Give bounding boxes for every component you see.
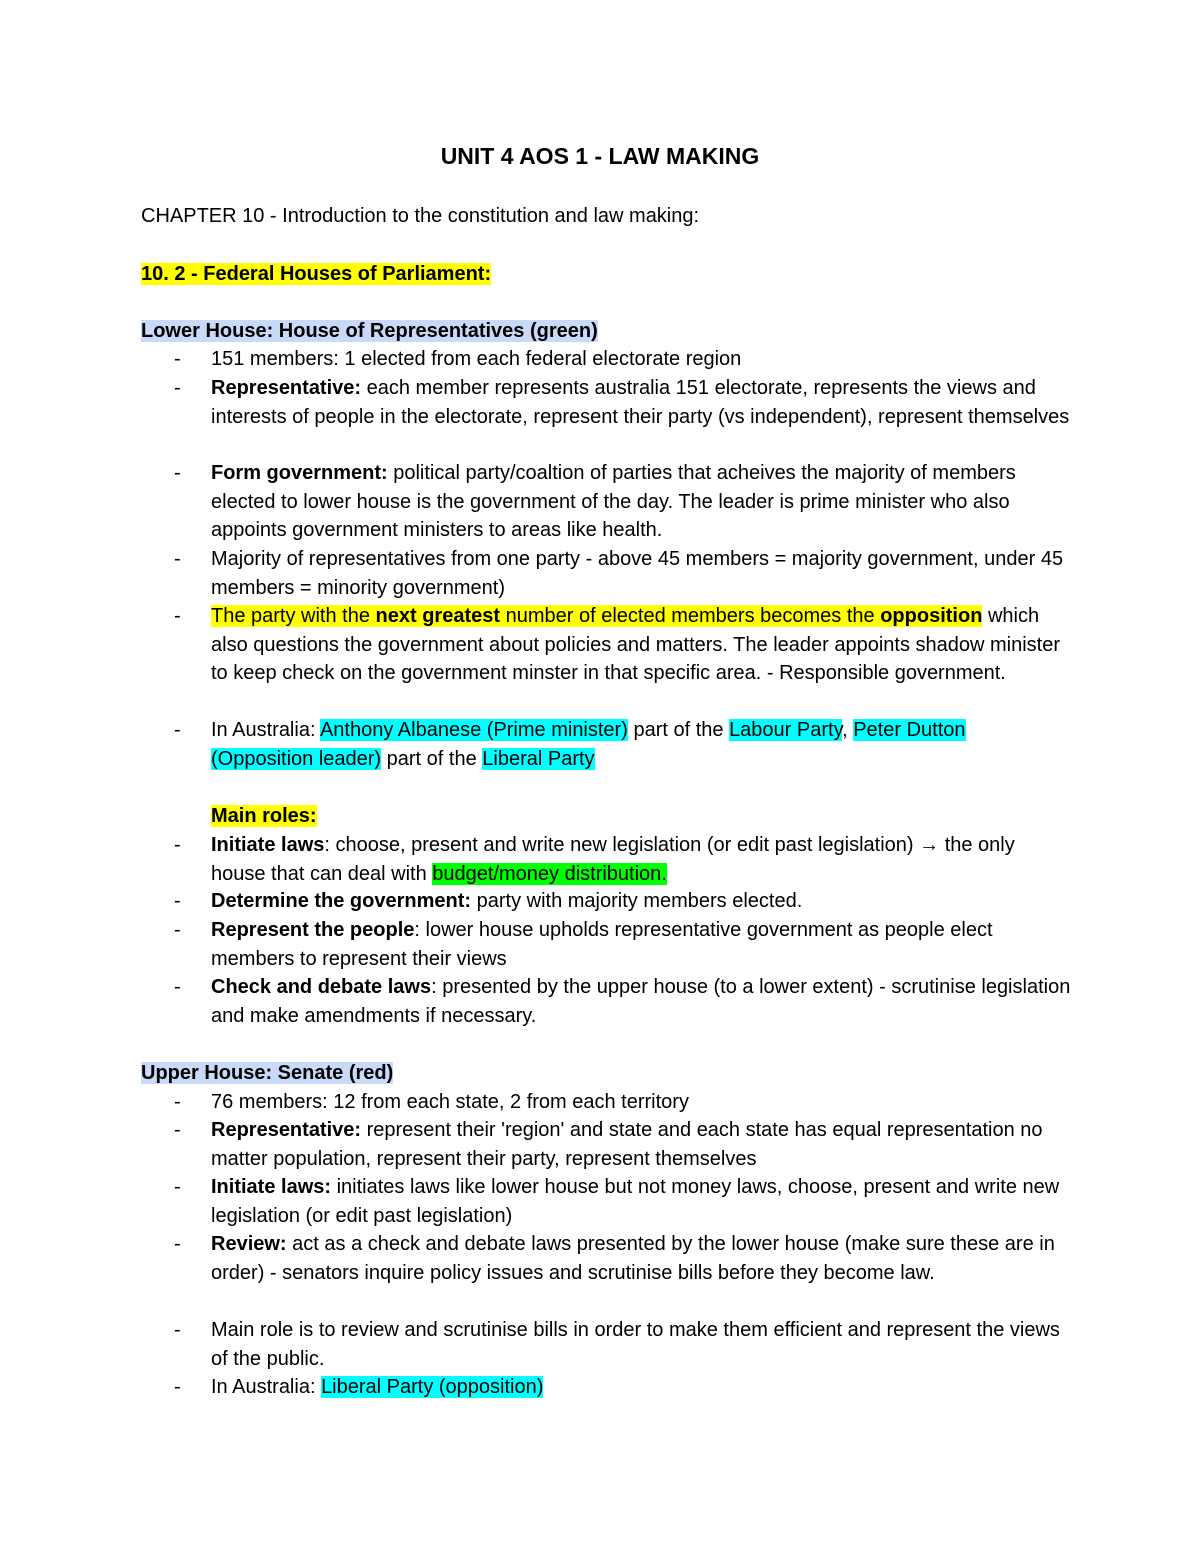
bullet-dash: - <box>174 548 181 570</box>
upper-australia-item <box>211 1373 1071 1402</box>
bullet-dash: - <box>174 462 181 484</box>
bullet-dash: - <box>174 348 181 370</box>
item-label: Review: <box>211 1233 287 1255</box>
item-text: each member represents australia 151 electorate, represents the views and interests of people in the electorate, represent their party (vs independent), represent themselves <box>211 377 1070 428</box>
role-check-debate-item <box>211 973 1071 1030</box>
item-text: In Australia: <box>211 1376 322 1398</box>
bullet-dash: - <box>174 976 181 998</box>
lower-members-item: 151 members: 1 elected from each federal electorate region <box>211 348 742 370</box>
role-represent-people-item <box>211 916 1071 973</box>
bullet-dash: - <box>174 719 181 741</box>
bullet-dash: - <box>174 834 181 856</box>
item-text: part of the <box>627 719 730 741</box>
bullet-dash: - <box>174 377 181 399</box>
highlight-text: number of elected members becomes the <box>500 605 881 627</box>
item-text: part of the <box>381 747 483 770</box>
item-text: , <box>842 719 854 741</box>
main-roles-heading <box>211 802 1071 831</box>
lower-house-heading-text: Lower House: House of Representatives (green) <box>141 320 598 342</box>
bullet-dash: - <box>174 1376 181 1398</box>
highlight-bold: opposition <box>880 605 983 627</box>
bullet-dash: - <box>174 919 181 941</box>
bullet-dash: - <box>174 1091 181 1113</box>
section-heading-text: 10. 2 - Federal Houses of Parliament: <box>141 263 492 285</box>
lower-australia-item <box>211 716 1071 773</box>
highlight-liberal-party: Liberal Party <box>482 747 595 770</box>
upper-initiate-laws-item <box>211 1173 1071 1230</box>
lower-majority-item: Majority of representatives from one party - above 45 members = majority government, under 45 members = minority government) <box>211 548 1064 599</box>
upper-house-heading-text: Upper House: Senate (red) <box>141 1062 394 1084</box>
highlight-liberal-opposition: Liberal Party (opposition) <box>321 1376 544 1398</box>
item-label: Representative: <box>211 377 362 399</box>
lower-opposition-item <box>211 602 1071 688</box>
item-text: In Australia: <box>211 719 320 741</box>
item-label: Determine the government: <box>211 890 472 912</box>
item-text: : choose, present and write new legislation (or edit past legislation) → the only house that can deal with <box>211 834 1015 885</box>
highlight-budget: budget/money distribution. <box>432 862 667 885</box>
chapter-heading: CHAPTER 10 - Introduction to the constitution and law making: <box>141 205 700 227</box>
upper-house-heading <box>141 1059 393 1087</box>
item-label: Check and debate laws <box>211 976 432 998</box>
item-text: initiates laws like lower house but not money laws, choose, present and write new legislation (or edit past legislation) <box>211 1176 1060 1227</box>
item-label: Form government: <box>211 462 388 484</box>
item-label: Initiate laws <box>211 834 325 856</box>
highlight-opposition-leader: Peter Dutton (Opposition leader) <box>211 719 966 770</box>
item-text: party with majority members elected. <box>471 890 803 912</box>
item-text: : presented by the upper house (to a lower extent) - scrutinise legislation and make amendments if necessary. <box>211 976 1071 1027</box>
section-heading <box>141 260 491 288</box>
lower-house-heading <box>141 317 598 345</box>
bullet-dash: - <box>174 890 181 912</box>
bullet-dash: - <box>174 1119 181 1141</box>
item-text: political party/coaltion of parties that acheives the majority of members elected to lower house is the government of the day. The leader is prime minister who also appoints government ministers to areas like health. <box>211 462 1016 541</box>
item-text: act as a check and debate laws presented by the lower house (make sure these are in order) - senators inquire policy issues and scrutinise bills before they become law. <box>211 1233 1055 1284</box>
highlight-bold: next greatest <box>375 605 501 627</box>
highlight-text: The party with the <box>211 605 376 627</box>
lower-representative-item <box>211 374 1071 431</box>
bullet-dash: - <box>174 1233 181 1255</box>
bullet-dash: - <box>174 1319 181 1341</box>
upper-main-role-item: Main role is to review and scrutinise bills in order to make them efficient and represent the views of the public. <box>211 1319 1060 1370</box>
item-label: Initiate laws: <box>211 1176 332 1198</box>
role-determine-government-item <box>211 887 1071 916</box>
upper-representative-item <box>211 1116 1071 1173</box>
highlight-labour-party: Labour Party <box>729 719 843 741</box>
document-title: UNIT 4 AOS 1 - LAW MAKING <box>440 143 760 169</box>
item-text: : lower house upholds representative government as people elect members to represent their views <box>211 919 993 970</box>
upper-members-item: 76 members: 12 from each state, 2 from each territory <box>211 1091 689 1113</box>
lower-form-government-item <box>211 459 1071 545</box>
item-text: represent their 'region' and state and each state has equal representation no matter population, represent their party, represent themselves <box>211 1119 1043 1170</box>
main-roles-heading-text: Main roles: <box>211 805 317 827</box>
item-text: which also questions the government about policies and matters. The leader appoints shadow minister to keep check on the government minster in that specific area. - Responsible government. <box>211 605 1061 684</box>
upper-review-item <box>211 1230 1071 1287</box>
bullet-dash: - <box>174 605 181 627</box>
role-initiate-laws-item <box>211 831 1071 888</box>
highlight-prime-minister: Anthony Albanese (Prime minister) <box>319 719 628 741</box>
bullet-dash: - <box>174 1176 181 1198</box>
item-label: Represent the people <box>211 919 415 941</box>
item-label: Representative: <box>211 1119 362 1141</box>
